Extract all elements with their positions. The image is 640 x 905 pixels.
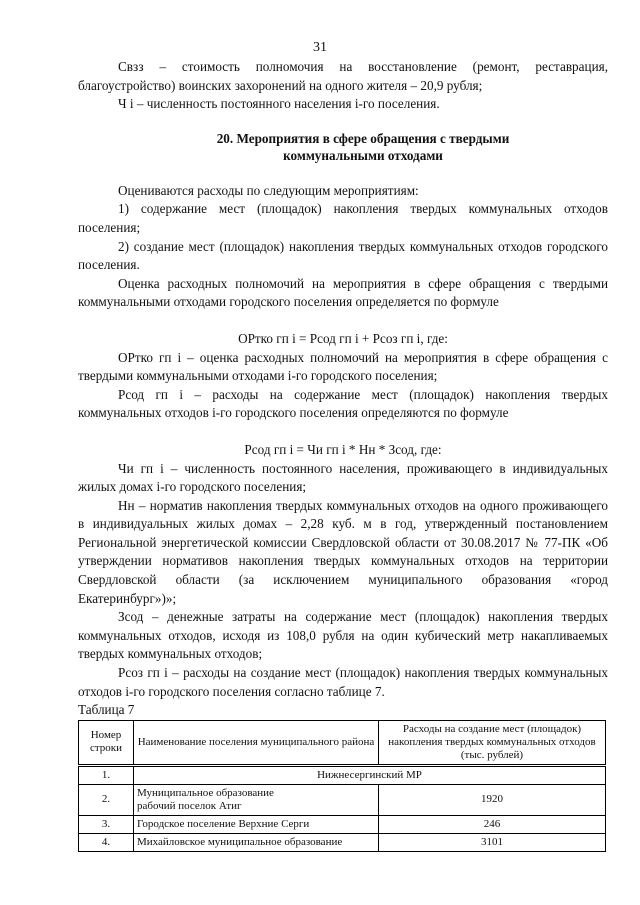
formula: Рсод гп i = Чи гп i * Нн * Зсод, где:: [244, 441, 442, 457]
table-row: [79, 765, 606, 784]
table-row: [79, 815, 606, 833]
section-label: Нижнесергинский МР: [134, 765, 606, 784]
table-caption: Таблица 7: [78, 702, 135, 718]
settlement-name: Михайловское муниципальное образование: [134, 833, 379, 851]
paragraph: Оценка расходных полномочий на мероприятия в сфере обращения с твердыми коммунальными отходами городского поселения определяется по формуле: [78, 275, 608, 310]
settlement-name-line: рабочий поселок Атиг: [137, 799, 242, 812]
row-number: 1.: [79, 765, 134, 784]
table-row: [79, 833, 606, 851]
paragraph: Нн – норматив накопления твердых коммунальных отходов на одного проживающего в индивидуальных жилых домах – 2,28 куб. м в год, утвержденный постановлением Региональной энергетической комиссии Свердловской области от 30.08.2017 № 77-ПК «Об утверждении нормативов накопления твердых коммунальных отходов на территории Свердловской области (за исключением муниципального образования «город Екатеринбург»)»;: [78, 497, 608, 606]
paragraph: ОРтко гп i – оценка расходных полномочий на мероприятия в сфере обращения с твердыми коммунальными отходами i-го городского поселения;: [78, 349, 608, 384]
heading-line: коммунальными отходами: [283, 147, 443, 163]
heading-line: 20. Мероприятия в сфере обращения с твердыми: [216, 130, 510, 146]
section-heading: [78, 130, 608, 164]
page-number: 31: [313, 40, 327, 55]
header-cell: Наименование поселения муниципального района: [134, 720, 379, 765]
expense-value: 246: [379, 815, 606, 833]
row-number: 3.: [79, 815, 134, 833]
paragraph: Оцениваются расходы по следующим мероприятиям:: [118, 182, 419, 198]
paragraph: 2) создание мест (площадок) накопления твердых коммунальных отходов городского поселения.: [78, 238, 608, 273]
table-header-row: [79, 720, 606, 765]
row-number: 2.: [79, 784, 134, 815]
settlement-name: [134, 784, 379, 815]
data-table: [78, 720, 606, 852]
row-number: 4.: [79, 833, 134, 851]
paragraph: Чи гп i – численность постоянного населения, проживающего в индивидуальных жилых домах i-го городского поселения;: [78, 460, 608, 495]
document-body: [78, 58, 608, 852]
settlement-name-line: Муниципальное образование: [137, 786, 274, 799]
settlement-name: Городское поселение Верхние Серги: [134, 815, 379, 833]
expense-value: 3101: [379, 833, 606, 851]
formula: ОРтко гп i = Рсод гп i + Рсоз гп i, где:: [238, 330, 448, 346]
header-cell: Расходы на создание мест (площадок) накопления твердых коммунальных отходов (тыс. рублей): [379, 720, 606, 765]
expense-value: 1920: [379, 784, 606, 815]
paragraph: Рсод гп i – расходы на содержание мест (площадок) накопления твердых коммунальных отходов i-го городского поселения определяются по формуле: [78, 386, 608, 421]
paragraph: 1) содержание мест (площадок) накопления твердых коммунальных отходов поселения;: [78, 201, 608, 235]
paragraph: Свзз – стоимость полномочия на восстановление (ремонт, реставрация, благоустройство) воинских захоронений на одного жителя – 20,9 рубля;: [78, 59, 608, 93]
header-cell: Номер строки: [79, 720, 134, 765]
paragraph: Зсод – денежные затраты на содержание мест (площадок) накопления твердых коммунальных отходов, исходя из 108,0 рубля на один кубический метр накапливаемых твердых коммунальных отходов;: [78, 609, 608, 662]
table-row: [79, 784, 606, 815]
paragraph: Рсоз гп i – расходы на создание мест (площадок) накопления твердых коммунальных отходов i-го городского поселения согласно таблице 7.: [78, 665, 608, 699]
paragraph: Ч i – численность постоянного населения i-го поселения.: [118, 96, 440, 112]
